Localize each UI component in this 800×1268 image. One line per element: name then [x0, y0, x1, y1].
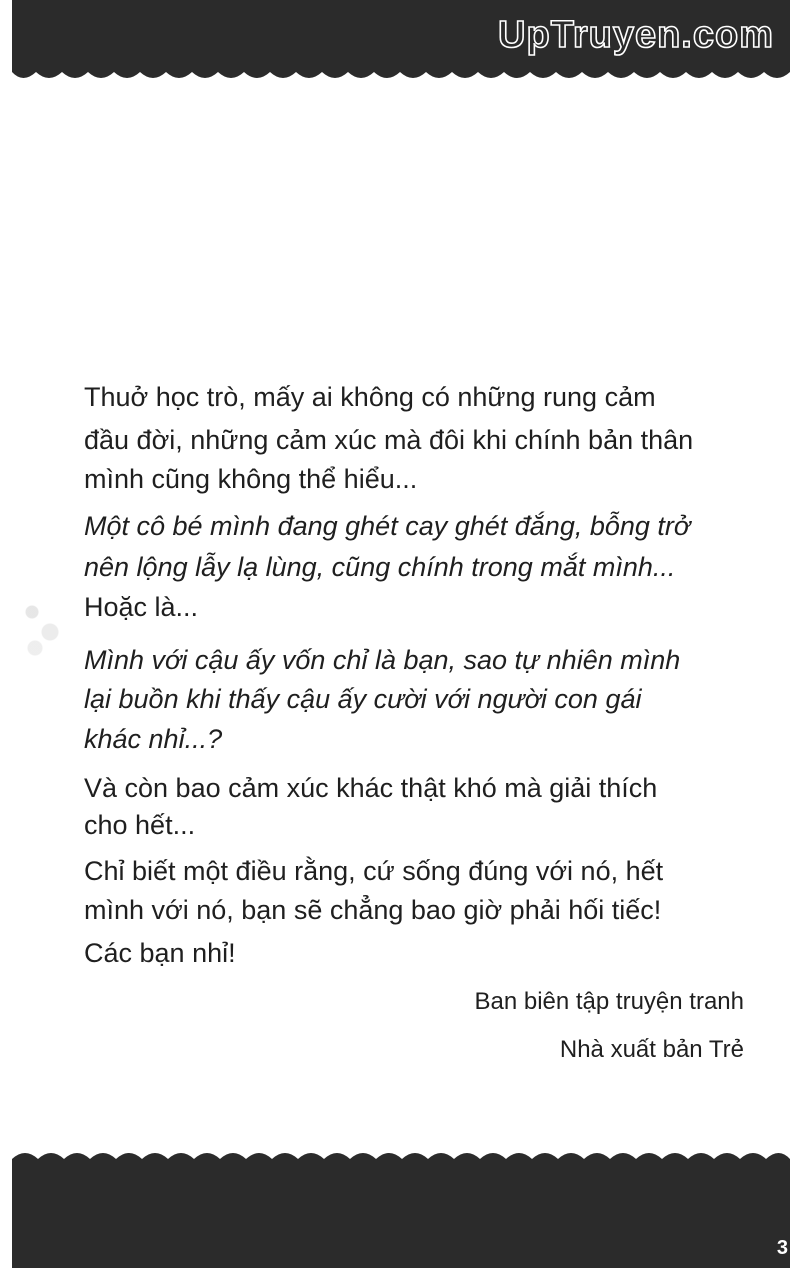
preface-line: lại buồn khi thấy cậu ấy cười với người con gái — [84, 684, 642, 714]
preface-line: mình với nó, bạn sẽ chẳng bao giờ phải hối tiếc! — [84, 895, 662, 925]
preface-line: cho hết... — [84, 810, 196, 840]
preface-line: Chỉ biết một điều rằng, cứ sống đúng với nó, hết — [84, 856, 664, 886]
preface-line: Hoặc là... — [84, 592, 199, 622]
preface-line: Các bạn nhỉ! — [84, 938, 236, 968]
watermark-logo: UpTruyen.com — [498, 14, 774, 56]
preface-line: nên lộng lẫy lạ lùng, cũng chính trong mắt mình... — [84, 552, 676, 582]
preface-line: đầu đời, những cảm xúc mà đôi khi chính bản thân — [84, 425, 694, 455]
paper-smudge — [14, 588, 74, 668]
signature-editorial-board: Ban biên tập truyện tranh — [474, 988, 744, 1015]
signature-publisher: Nhà xuất bản Trẻ — [559, 1036, 744, 1063]
page-number: 3 — [776, 1237, 788, 1259]
preface-line: Và còn bao cảm xúc khác thật khó mà giải thích — [84, 773, 658, 803]
preface-line: khác nhỉ...? — [84, 724, 223, 754]
footer-band — [12, 1145, 790, 1268]
footer-band-shape — [12, 1145, 790, 1268]
preface-line: Một cô bé mình đang ghét cay ghét đắng, bỗng trở — [84, 511, 691, 541]
preface-line: mình cũng không thể hiểu... — [84, 464, 418, 494]
preface-line: Mình với cậu ấy vốn chỉ là bạn, sao tự nhiên mình — [84, 645, 681, 675]
preface-line: Thuở học trò, mấy ai không có những rung cảm — [84, 382, 656, 412]
